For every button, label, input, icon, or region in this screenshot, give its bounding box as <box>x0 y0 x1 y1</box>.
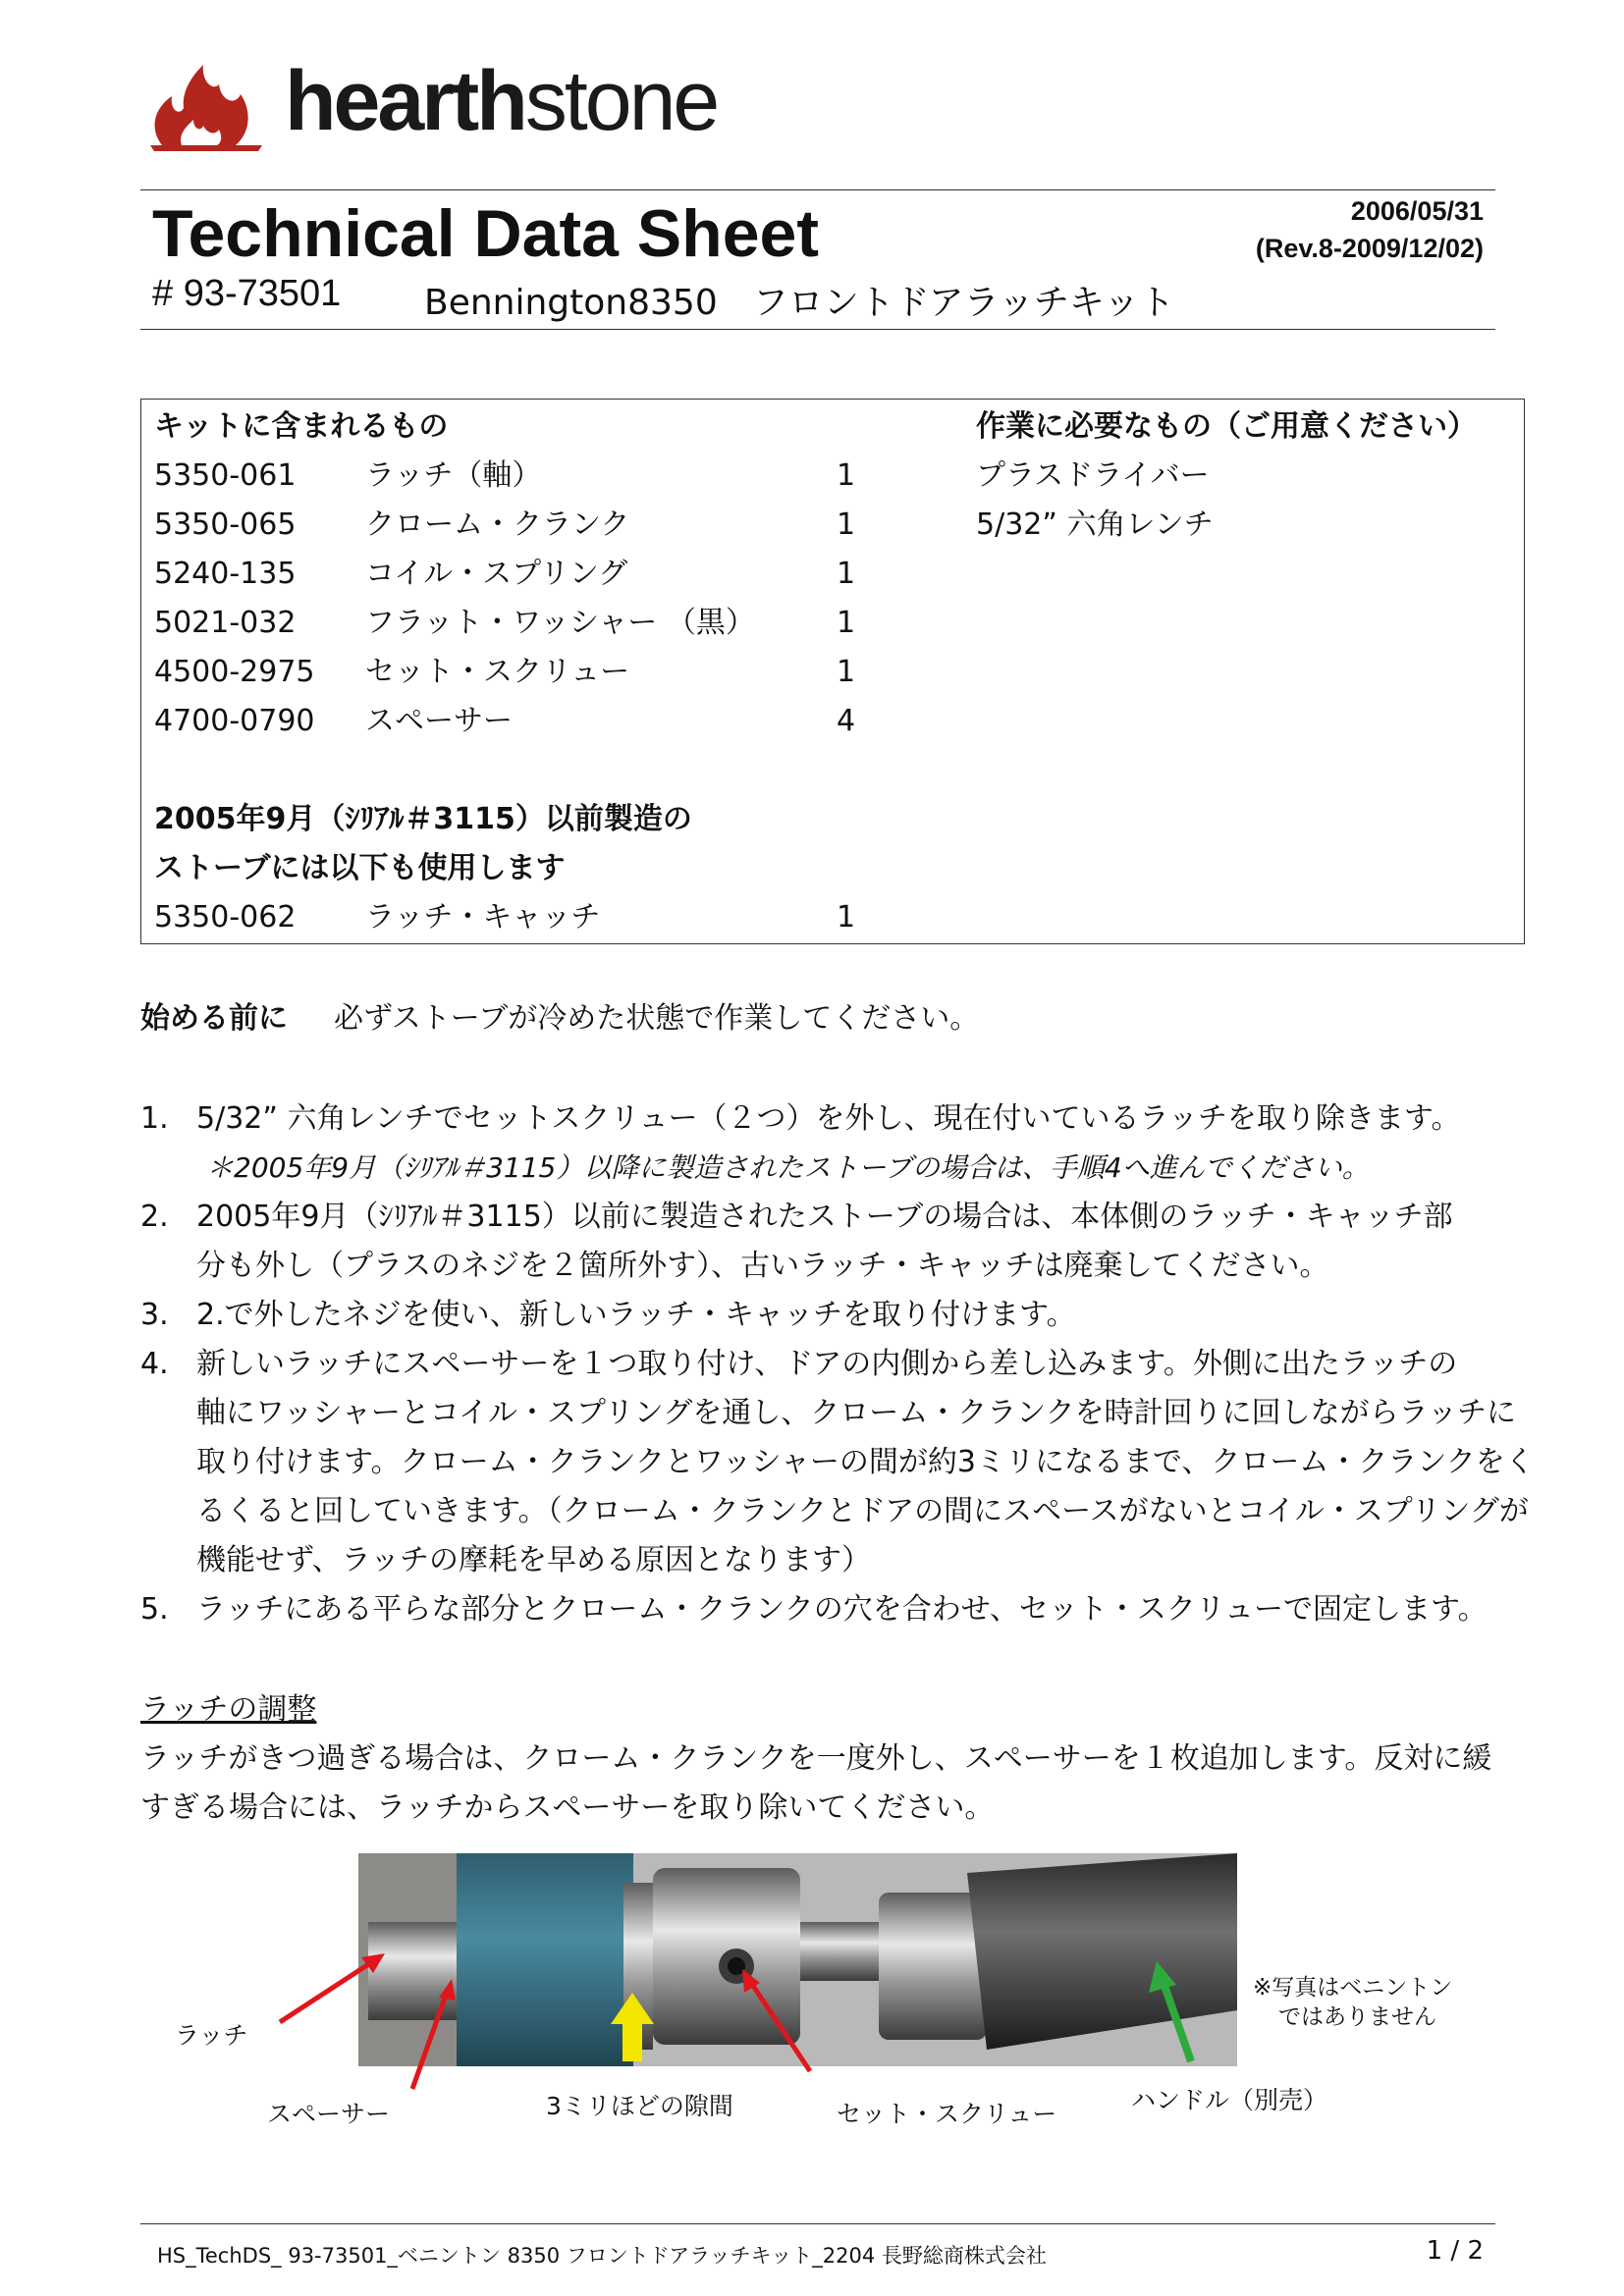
flame-icon <box>142 47 270 155</box>
step-text: るくると回していきます。（クローム・クランクとドアの間にスペースがないとコイル・スプリングが <box>196 1494 1529 1528</box>
step-note: ＊2005年9月（ｼﾘｱﾙ＃3115）以降に製造されたストーブの場合は、手順4へ進んでください。 <box>206 1151 1370 1184</box>
step-text: 軸にワッシャーとコイル・スプリングを通し、クローム・クランクを時計回りに回しながらラッチに <box>196 1396 1516 1430</box>
kit-item-qty: 1 <box>837 900 856 934</box>
adjust-text: すぎる場合には、ラッチからスペーサーを取り除いてください。 <box>140 1790 995 1825</box>
latch-arrow-icon <box>280 1953 385 2022</box>
step-number: 4. <box>140 1347 169 1381</box>
kit-item-qty: 1 <box>837 458 856 493</box>
kit-item-qty: 4 <box>837 704 856 738</box>
tool-item: 5/32” 六角レンチ <box>976 507 1214 542</box>
step-text: 2.で外したネジを使い、新しいラッチ・キャッチを取り付けます。 <box>196 1298 1076 1332</box>
kit-item-code: 5350-062 <box>154 900 297 934</box>
kit-item-name: フラット・ワッシャー （黒） <box>365 606 755 640</box>
product-name: Bennington8350 フロントドアラッチキット <box>424 283 1175 323</box>
footer-rule <box>140 2223 1495 2224</box>
step-number: 3. <box>140 1298 169 1332</box>
photo-note: ではありません <box>1278 2004 1436 2030</box>
kit-item-code: 4500-2975 <box>154 655 315 689</box>
old-stove-heading: ストーブには以下も使用します <box>154 851 566 885</box>
step-number: 5. <box>140 1592 169 1627</box>
spacer-arrow-icon <box>412 1979 456 2089</box>
kit-contents-box <box>140 399 1525 944</box>
caption-spacer: スペーサー <box>267 2100 391 2128</box>
brand-wordmark: hearthstone <box>285 54 718 148</box>
kit-item-code: 4700-0790 <box>154 704 315 738</box>
photo-note: ※写真はベニントン <box>1253 1975 1453 2001</box>
step-text: 機能せず、ラッチの摩耗を早める原因となります） <box>196 1543 871 1577</box>
part-number: # 93-73501 <box>152 273 342 314</box>
step-number: 1. <box>140 1101 169 1136</box>
kit-item-name: ラッチ・キャッチ <box>365 900 601 934</box>
step-number: 2. <box>140 1200 169 1234</box>
kit-item-qty: 1 <box>837 557 856 591</box>
tool-item: プラスドライバー <box>976 458 1210 493</box>
kit-item-name: セット・スクリュー <box>365 655 630 689</box>
step-text: 2005年9月（ｼﾘｱﾙ＃3115）以前に製造されたストーブの場合は、本体側のラッチ・キャッチ部 <box>196 1200 1453 1234</box>
caption-handle: ハンドル（別売） <box>1131 2086 1328 2114</box>
caption-set-screw: セット・スクリュー <box>837 2100 1057 2128</box>
set-screw-arrow-icon <box>742 1969 810 2071</box>
gap-arrow-icon <box>611 1993 654 2061</box>
kit-item-qty: 1 <box>837 606 856 640</box>
header-top-rule <box>140 189 1495 190</box>
caption-gap: 3ミリほどの隙間 <box>546 2092 733 2120</box>
header-bottom-rule <box>140 329 1495 330</box>
before-text: 必ずストーブが冷めた状態で作業してください。 <box>334 1001 980 1036</box>
revision-date: (Rev.8-2009/12/02) <box>1255 234 1484 263</box>
page-title: Technical Data Sheet <box>152 196 819 271</box>
kit-item-code: 5021-032 <box>154 606 297 640</box>
tools-heading: 作業に必要なもの（ご用意ください） <box>976 409 1477 444</box>
kit-item-code: 5350-065 <box>154 507 297 542</box>
before-label: 始める前に <box>140 1001 288 1036</box>
step-text: 分も外し（プラスのネジを２箇所外す）、古いラッチ・キャッチは廃棄してください。 <box>196 1249 1329 1283</box>
kit-item-name: コイル・スプリング <box>365 557 628 591</box>
page-number: 1 / 2 <box>1426 2236 1484 2266</box>
kit-item-name: クローム・クランク <box>365 507 630 542</box>
issue-date: 2006/05/31 <box>1350 196 1484 226</box>
step-text: 新しいラッチにスペーサーを１つ取り付け、ドアの内側から差し込みます。外側に出たラッチの <box>196 1347 1458 1381</box>
adjust-text: ラッチがきつ過ぎる場合は、クローム・クランクを一度外し、スペーサーを１枚追加します。反対に緩 <box>140 1741 1492 1776</box>
kit-item-name: ラッチ（軸） <box>365 458 542 493</box>
kit-heading: キットに含まれるもの <box>154 409 449 444</box>
footer-text: HS_TechDS_ 93-73501_ベニントン 8350 フロントドアラッチキット_2204 長野総商株式会社 <box>157 2244 1047 2268</box>
handle-arrow-icon <box>1149 1961 1191 2061</box>
step-text: ラッチにある平らな部分とクローム・クランクの穴を合わせ、セット・スクリューで固定します。 <box>196 1592 1488 1627</box>
step-text: 5/32” 六角レンチでセットスクリュー（２つ）を外し、現在付いているラッチを取り除きます。 <box>196 1101 1461 1136</box>
kit-item-code: 5350-061 <box>154 458 297 493</box>
caption-latch: ラッチ <box>175 2021 248 2050</box>
kit-item-name: スペーサー <box>365 704 513 738</box>
kit-item-qty: 1 <box>837 507 856 542</box>
step-text: 取り付けます。クローム・クランクとワッシャーの間が約3ミリになるまで、クローム・クランクをく <box>196 1445 1535 1479</box>
kit-item-qty: 1 <box>837 655 856 689</box>
kit-item-code: 5240-135 <box>154 557 297 591</box>
old-stove-heading: 2005年9月（ｼﾘｱﾙ＃3115）以前製造の <box>154 802 692 836</box>
adjust-heading: ラッチの調整 <box>140 1692 317 1727</box>
brand-logo <box>142 47 718 155</box>
